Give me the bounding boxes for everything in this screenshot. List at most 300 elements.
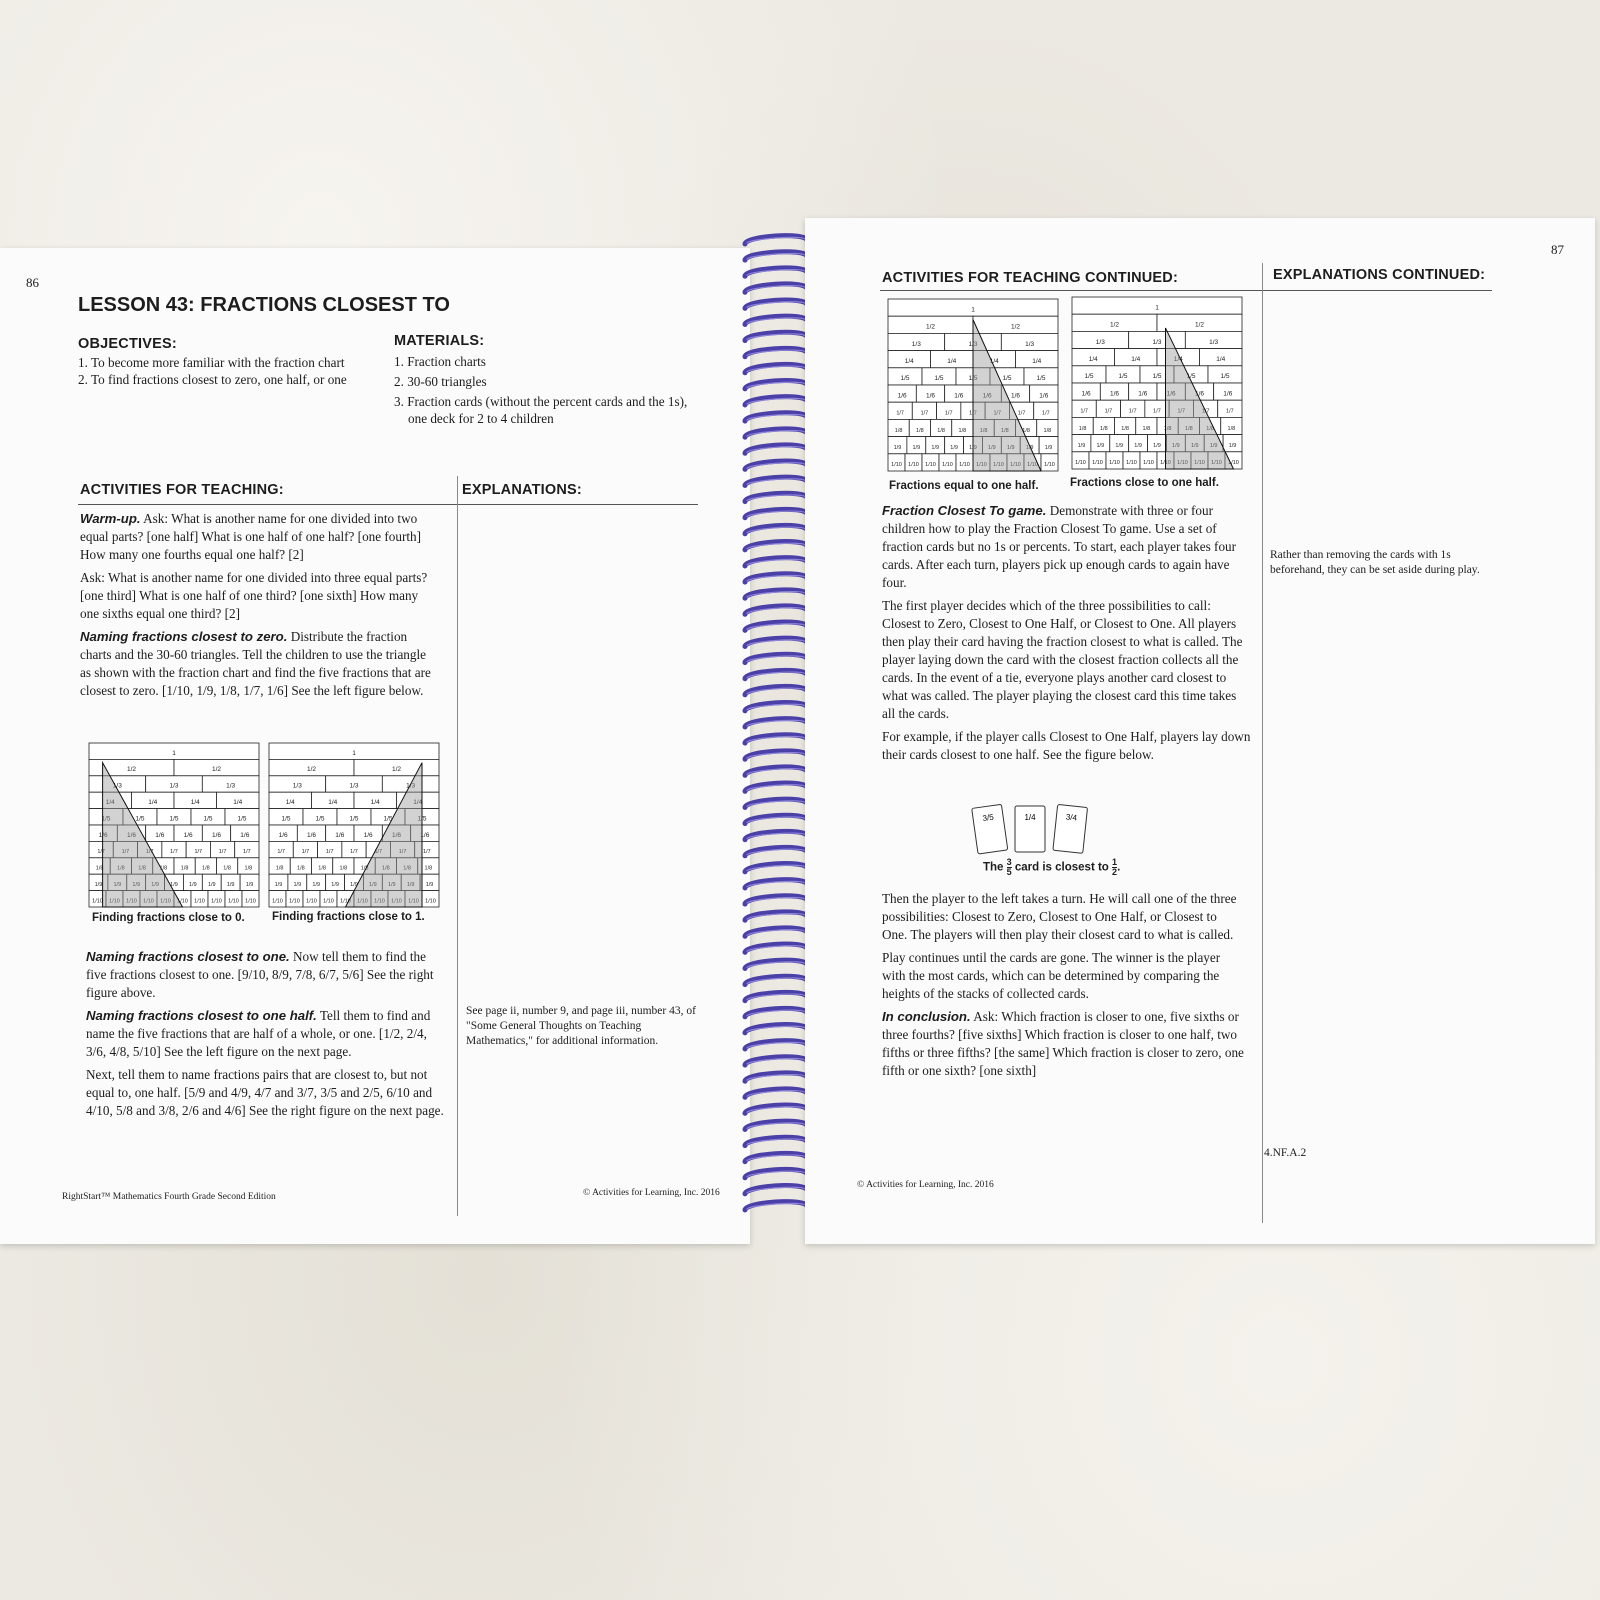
fraction-cell-label: 1/3	[406, 782, 416, 790]
fraction-cell-label: 1/7	[277, 849, 285, 856]
fraction-cell-label: 1/5	[203, 815, 213, 823]
fraction-cell-label: 1/7	[121, 849, 130, 856]
fraction-cell-label: 1/9	[969, 444, 977, 451]
footer-copyright: © Activities for Learning, Inc. 2016	[857, 1180, 994, 1190]
fraction-cell-label: 1/8	[1043, 427, 1052, 434]
fraction-cell-label: 1/2	[306, 766, 317, 774]
fraction-cell-label: 1	[971, 306, 975, 314]
fraction-cell-label: 1/6	[420, 831, 430, 839]
fraction-cell-label: 1/4	[328, 799, 338, 807]
fraction-cell-label: 1/7	[301, 849, 310, 856]
fraction-cell-label: 1/10	[993, 462, 1004, 469]
cards-caption-pre: The	[983, 861, 1004, 874]
fraction-cell-label: 1/8	[95, 865, 104, 872]
fraction-cell-label: 1/9	[425, 882, 434, 889]
fraction-cell-label: 1/5	[169, 815, 179, 823]
card-value: 3/4	[1065, 812, 1078, 823]
fraction-cell-label: 1/8	[1185, 425, 1193, 432]
warmup-label: Warm-up.	[80, 511, 141, 526]
fraction-cell-label: 1/5	[934, 375, 944, 383]
fraction-cell-label: 1/9	[369, 882, 377, 889]
warmup-paragraph	[80, 510, 440, 564]
fraction-cell-label: 1/10	[891, 462, 902, 469]
fraction-cell-label: 1/10	[425, 898, 436, 905]
fraction-cell-label: 1/6	[897, 392, 907, 400]
fraction-cell-label: 1/9	[170, 882, 178, 889]
one-label: Naming fractions closest to one.	[86, 949, 290, 964]
fraction-cell-label: 1/7	[969, 410, 977, 417]
fraction-cell-label: 1/4	[1032, 357, 1042, 365]
fraction-cell-label: 1/10	[1075, 460, 1086, 467]
fraction-cell-label: 1/10	[177, 898, 188, 905]
fraction-cell-label: 1/8	[180, 865, 189, 872]
explanation-note: See page ii, number 9, and page iii, number 43, of "Some General Thoughts on Teaching Mathematics," for additional information.	[466, 1005, 696, 1047]
fraction-cell-label: 1/10	[959, 462, 970, 469]
fraction-cell-label: 1/6	[335, 831, 345, 839]
fraction-card	[972, 804, 1008, 854]
fraction-cell-label: 1/6	[954, 392, 964, 400]
fraction-cell-label: 1/9	[1115, 442, 1124, 449]
fraction-cell-label: 1/10	[272, 898, 283, 905]
fraction-cell-label: 1/6	[1194, 390, 1205, 398]
fraction-cell-label: 1/9	[293, 882, 302, 889]
fraction-cell-label: 1/6	[1109, 390, 1120, 398]
fraction-cell-label: 1/6	[211, 831, 222, 839]
fraction-cell-label: 1/4	[1173, 355, 1183, 363]
fraction-cell-label: 1/9	[94, 882, 103, 889]
fraction-cell-label: 1/6	[982, 392, 992, 400]
fraction-cell-label: 1/4	[904, 357, 914, 365]
fraction-cell-label: 1/10	[211, 898, 222, 905]
fraction-cell-label: 1/8	[979, 427, 988, 434]
right-page	[805, 218, 1595, 1244]
fraction-cell-label: 1/3	[1152, 338, 1162, 346]
fraction-cell-label: 1/3	[292, 782, 302, 790]
fraction-cell-label: 1/5	[315, 815, 325, 823]
fraction-cell-label: 1/5	[968, 375, 978, 383]
material-item: 3. Fraction cards (without the percent cards and the 1s), one deck for 2 to 4 children	[394, 394, 688, 426]
explanations-heading: EXPLANATIONS:	[462, 482, 582, 498]
fraction-chart-close-to-zero	[88, 742, 260, 914]
page-number: 87	[1551, 242, 1564, 257]
fraction-cell-label: 1/6	[391, 831, 402, 839]
fraction-cell-label: 1/9	[1209, 442, 1218, 449]
objective-item: 2. To find fractions closest to zero, one half, or one	[78, 372, 347, 387]
fraction-cell-label: 1/10	[391, 898, 402, 905]
fraction-cell-label: 1/7	[350, 849, 358, 856]
fraction-cell-label: 1/10	[1092, 460, 1103, 467]
materials-list	[394, 353, 694, 427]
fraction-cell-label: 1/10	[160, 898, 171, 905]
fraction-cell-label: 1/9	[312, 882, 321, 889]
fraction-cell-label: 1/7	[374, 849, 383, 856]
fraction-cell-label: 1/4	[233, 799, 243, 807]
left-page	[0, 248, 750, 1244]
fraction-cell-label: 1/7	[1080, 408, 1088, 415]
fraction-cell-label: 1/7	[194, 849, 203, 856]
pairs-paragraph: Next, tell them to name fractions pairs that are closest to, but not equal to, one half. [5/9 and 4/9, 4/7 and 3/7, 3/5 and 2/5, 6/10 and 4/10, 5/8 and 3/8, 2/6 and 4/6] See the right figure on the next page.	[86, 1067, 444, 1118]
section-rule	[880, 290, 1492, 291]
figure-caption-left: Finding fractions close to 0.	[92, 912, 245, 924]
fraction-cell-label: 1/2	[211, 766, 222, 774]
fraction-cell-label: 1	[1155, 304, 1159, 312]
fraction-cell-label: 1/8	[1022, 427, 1030, 434]
half-label: Naming fractions closest to one half.	[86, 1008, 317, 1023]
footer-copyright: © Activities for Learning, Inc. 2016	[583, 1188, 720, 1198]
fraction-cell-label: 1/10	[323, 898, 334, 905]
fraction-cell-label: 1/9	[1006, 444, 1015, 451]
fraction-cell-label: 1/7	[243, 849, 251, 856]
fraction-cell-label: 1/10	[1027, 462, 1038, 469]
zero-paragraph	[80, 628, 440, 700]
fraction-cell-label: 1/10	[408, 898, 419, 905]
fraction-cell-label: 1/6	[183, 831, 193, 839]
fraction-cell-label: 1/5	[1220, 373, 1230, 381]
half-paragraph	[86, 1007, 446, 1061]
fraction-cell-label: 1/7	[218, 849, 227, 856]
fraction-cell-label: 1/5	[1152, 373, 1162, 381]
fraction-cell-label: 1/9	[1096, 442, 1105, 449]
fraction-cell-label: 1/7	[325, 849, 334, 856]
fraction-cell-label: 1/3	[1095, 338, 1105, 346]
fraction-cell-label: 1/10	[1126, 460, 1137, 467]
fraction-cards-figure	[965, 800, 1105, 862]
fraction-cell-label: 1/6	[1138, 390, 1148, 398]
fraction-cell-label: 1/4	[190, 799, 200, 807]
fraction-cell-label: 1/10	[109, 898, 120, 905]
game-label: Fraction Closest To game.	[882, 503, 1047, 518]
fraction-cell-label: 1/10	[1143, 460, 1154, 467]
fraction-cell-label: 1/8	[1078, 425, 1087, 432]
fraction-cell-label: 1/7	[145, 849, 154, 856]
fraction-cell-label: 1/9	[1077, 442, 1086, 449]
fraction-cell-label: 1/10	[228, 898, 239, 905]
fraction-cell-label: 1/7	[920, 410, 929, 417]
fraction-cell-label: 1/4	[1216, 355, 1226, 363]
fraction-cell-label: 1/6	[306, 831, 317, 839]
fraction-cell-label: 1/6	[1223, 390, 1233, 398]
fraction-cell-label: 1/9	[1172, 442, 1180, 449]
game-paragraph	[882, 502, 1252, 592]
fraction-cell-label: 1/6	[1039, 392, 1049, 400]
activities-heading: ACTIVITIES FOR TEACHING:	[80, 482, 284, 498]
objective-item: 1. To become more familiar with the fraction chart	[78, 355, 345, 370]
fraction-cell-label: 1/6	[925, 392, 936, 400]
fraction-cell-label: 1/7	[944, 410, 953, 417]
fraction-cell-label: 1/9	[350, 882, 358, 889]
rules-paragraph: The first player decides which of the three possibilities to call: Closest to Zero, Closest to One Half, or Closest to One. All players then play their card having the fraction closest to what is called. The player laying down the card with the closest fraction collects all the cards. In the event of a tie, everyone plays another card closest to what was called. The player playing the closest card this time takes all the cards.	[882, 598, 1243, 721]
fraction-cell-label: 1/10	[908, 462, 919, 469]
conclusion-label: In conclusion.	[882, 1009, 971, 1024]
fraction-cell-label: 1/3	[1209, 338, 1219, 346]
fraction-cell-label: 1/9	[132, 882, 141, 889]
activities-column	[882, 502, 1252, 769]
column-divider	[457, 476, 458, 1216]
fraction-cell-label: 1/4	[148, 799, 158, 807]
fraction-cell-label: 1/3	[911, 340, 921, 348]
fraction-cell-label: 1/8	[916, 427, 924, 434]
fraction-cell-label: 1/9	[893, 444, 902, 451]
fraction-cell-label: 1/8	[275, 865, 284, 872]
fraction-cell-label: 1/9	[274, 882, 283, 889]
fraction-cell-label: 1/8	[382, 865, 390, 872]
fraction-cell-label: 1/4	[105, 799, 115, 807]
fraction-cell-label: 1/4	[989, 357, 999, 365]
fraction-cell-label: 1/8	[937, 427, 945, 434]
fraction-cell-label: 1/9	[1190, 442, 1199, 449]
fraction-cell-label: 1/5	[417, 815, 427, 823]
turn-paragraph: Then the player to the left takes a turn. He will call one of the three possibilities: Closest to Zero, Closest to One Half, or Closest to One. The players will then play their closest card to what is called.	[882, 891, 1237, 942]
fraction-cell-label: 1/7	[896, 410, 904, 417]
fraction-cell-label: 1/9	[226, 882, 235, 889]
figure-caption-left: Fractions equal to one half.	[889, 480, 1039, 492]
fraction-cell-label: 1/9	[1134, 442, 1142, 449]
fraction-3-5: $\frac{3}{5}$	[1006, 857, 1012, 877]
fraction-cell-label: 1/9	[912, 444, 921, 451]
fraction-cell-label: 1/10	[245, 898, 256, 905]
fraction-cell-label: 1/8	[424, 865, 433, 872]
fraction-chart-equal-one-half	[887, 298, 1059, 478]
fraction-cell-label: 1/8	[1100, 425, 1108, 432]
fraction-cell-label: 1/6	[240, 831, 250, 839]
fraction-cell-label: 1/10	[357, 898, 368, 905]
fraction-cell-label: 1/3	[968, 340, 978, 348]
fraction-cell-label: 1/8	[403, 865, 411, 872]
fraction-cell-label: 1/8	[1163, 425, 1172, 432]
column-divider	[1262, 263, 1263, 1223]
fraction-cell-label: 1/9	[950, 444, 958, 451]
fraction-cell-label: 1/7	[1104, 408, 1113, 415]
fraction-cell-label: 1/5	[349, 815, 359, 823]
fraction-cell-label: 1/5	[101, 815, 111, 823]
fraction-cell-label: 1/9	[151, 882, 159, 889]
cards-caption	[983, 858, 1120, 877]
fraction-cell-label: 1/10	[1211, 460, 1222, 467]
figure-caption-right: Finding fractions close to 1.	[272, 911, 425, 923]
fraction-chart-close-one-half	[1071, 296, 1243, 476]
fraction-cell-label: 1/9	[387, 882, 396, 889]
activities-column-continued	[86, 948, 446, 1125]
fraction-cell-label: 1/10	[340, 898, 351, 905]
fraction-cell-label: 1/10	[306, 898, 317, 905]
fraction-cell-label: 1/4	[413, 799, 423, 807]
explanations-continued-heading: EXPLANATIONS CONTINUED:	[1273, 267, 1486, 283]
objectives-list	[78, 354, 358, 388]
fraction-cell-label: 1/9	[113, 882, 122, 889]
fraction-cell-label: 1/7	[398, 849, 407, 856]
material-item: 1. Fraction charts	[394, 354, 486, 369]
fraction-cell-label: 1/5	[383, 815, 393, 823]
fraction-cell-label: 1/8	[894, 427, 903, 434]
fraction-cell-label: 1/10	[194, 898, 205, 905]
card-face	[972, 804, 1008, 854]
fraction-cell-label: 1/7	[1226, 408, 1234, 415]
fraction-cell-label: 1/6	[1010, 392, 1021, 400]
spiral-binding	[735, 228, 815, 1218]
fraction-cell-label: 1/5	[135, 815, 145, 823]
fraction-cell-label: 1/3	[169, 782, 179, 790]
fraction-cell-label: 1/8	[159, 865, 168, 872]
fraction-cell-label: 1/2	[925, 323, 936, 331]
fraction-card	[1053, 804, 1088, 853]
fraction-cell-label: 1/10	[1177, 460, 1188, 467]
fraction-cell-label: 1/9	[988, 444, 996, 451]
fraction-cell-label: 1/10	[1194, 460, 1205, 467]
fraction-cell-label: 1/8	[138, 865, 146, 872]
fraction-cell-label: 1/6	[1166, 390, 1176, 398]
fraction-cell-label: 1/3	[226, 782, 236, 790]
fraction-cell-label: 1/6	[155, 831, 165, 839]
fraction-cell-label: 1/8	[1227, 425, 1236, 432]
fraction-cell-label: 1/9	[1044, 444, 1053, 451]
figure-caption-right: Fractions close to one half.	[1070, 477, 1219, 489]
fraction-cell-label: 1/9	[1153, 442, 1161, 449]
fraction-cell-label: 1/10	[374, 898, 385, 905]
footer-edition: RightStart™ Mathematics Fourth Grade Second Edition	[62, 1192, 276, 1202]
fraction-cell-label: 1/6	[278, 831, 288, 839]
fraction-cell-label: 1	[172, 749, 176, 757]
fraction-cell-label: 1/4	[947, 357, 957, 365]
fraction-cell-label: 1/10	[126, 898, 137, 905]
section-rule	[78, 504, 698, 505]
half-text: Tell them to find and name the five fractions that are half of a whole, or one. [1/2, 2/4, 3/6, 4/8, 5/10] See the left figure on the next page.	[86, 1008, 431, 1059]
fraction-cell-label: 1/5	[1084, 373, 1094, 381]
fraction-cell-label: 1/8	[318, 865, 326, 872]
lesson-title: LESSON 43: FRACTIONS CLOSEST TO	[78, 294, 450, 316]
fraction-cell-label: 1/7	[1201, 408, 1210, 415]
fraction-card	[1015, 806, 1045, 852]
example-paragraph: For example, if the player calls Closest to One Half, players lay down their cards closest to one half. See the figure below.	[882, 729, 1251, 762]
fraction-cell-label: 1/3	[1025, 340, 1035, 348]
card-value: 3/5	[981, 812, 995, 824]
activities-continued-heading: ACTIVITIES FOR TEACHING CONTINUED:	[882, 270, 1178, 286]
fraction-cell-label: 1/7	[97, 849, 105, 856]
zero-text: Distribute the fraction charts and the 30-60 triangles. Tell the children to use the triangle as shown with the fraction chart and find the five fractions that are closest to zero. [1/10, 1/9, 1/8, 1/7, 1/6] See the left figure below.	[80, 629, 431, 698]
card-face	[1053, 804, 1088, 853]
fraction-cell-label: 1/8	[1206, 425, 1214, 432]
card-value: 1/4	[1024, 813, 1036, 822]
fraction-cell-label: 1/9	[931, 444, 940, 451]
fraction-cell-label: 1/6	[126, 831, 137, 839]
fraction-cell-label: 1/9	[189, 882, 197, 889]
one-text: Now tell them to find the five fractions closest to one. [9/10, 8/9, 7/8, 6/7, 5/6] See the right figure above.	[86, 949, 434, 1000]
fraction-cell-label: 1/10	[1228, 460, 1239, 467]
fraction-cell-label: 1/4	[285, 799, 295, 807]
explanation-note: Rather than removing the cards with 1s beforehand, they can be set aside during play.	[1270, 549, 1480, 576]
standard-code: 4.NF.A.2	[1264, 1147, 1307, 1159]
fraction-cell-label: 1/10	[1109, 460, 1120, 467]
fraction-cell-label: 1/7	[993, 410, 1002, 417]
conclusion-paragraph	[882, 1008, 1244, 1080]
fraction-cell-label: 1/6	[363, 831, 373, 839]
fraction-chart-close-to-one	[268, 742, 440, 914]
fraction-cell-label: 1/9	[1025, 444, 1034, 451]
one-paragraph	[86, 948, 446, 1002]
conclusion-text: Ask: Which fraction is closer to one, five sixths or three fourths? [five sixths] Which fraction is closer to one half, two fifths or three fifths? [the same] Which fraction is closer to zero, one fifth or one sixth? [one sixth]	[882, 1009, 1244, 1078]
fraction-1-2: $\frac{1}{2}$	[1112, 857, 1118, 877]
fraction-cell-label: 1/8	[1121, 425, 1129, 432]
fraction-cell-label: 1/8	[1001, 427, 1009, 434]
materials-heading: MATERIALS:	[394, 333, 485, 349]
fraction-cell-label: 1/5	[1186, 373, 1196, 381]
objectives-heading: OBJECTIVES:	[78, 336, 177, 352]
fraction-cell-label: 1/2	[391, 766, 402, 774]
fraction-cell-label: 1/2	[126, 766, 137, 774]
fraction-cell-label: 1/9	[207, 882, 216, 889]
fraction-cell-label: 1/5	[1002, 375, 1012, 383]
fraction-cell-label: 1/4	[1088, 355, 1098, 363]
fraction-cell-label: 1/7	[170, 849, 178, 856]
fraction-cell-label: 1/8	[223, 865, 231, 872]
fraction-cell-label: 1/5	[1036, 375, 1046, 383]
fraction-cell-label: 1/6	[1081, 390, 1091, 398]
activities-column	[80, 510, 440, 705]
fraction-cell-label: 1/8	[297, 865, 305, 872]
fraction-cell-label: 1/10	[289, 898, 300, 905]
fraction-cell-label: 1/7	[1042, 410, 1050, 417]
fraction-cell-label: 1/10	[1160, 460, 1171, 467]
activities-column-continued	[882, 890, 1244, 1085]
fraction-cell-label: 1/8	[339, 865, 348, 872]
fraction-cell-label: 1/4	[370, 799, 380, 807]
fraction-cell-label: 1/9	[331, 882, 339, 889]
fraction-cell-label: 1/2	[1010, 323, 1021, 331]
fraction-cell-label: 1/4	[1131, 355, 1141, 363]
fraction-cell-label: 1/8	[117, 865, 125, 872]
fraction-cell-label: 1/10	[1044, 462, 1055, 469]
fraction-cell-label: 1/8	[360, 865, 369, 872]
fraction-cell-label: 1/7	[1017, 410, 1026, 417]
fraction-cell-label: 1/8	[1142, 425, 1151, 432]
fraction-cell-label: 1/10	[925, 462, 936, 469]
fraction-cell-label: 1/7	[1177, 408, 1186, 415]
game-text: Demonstrate with three or four children how to play the Fraction Closest To game. Use a set of fraction cards but no 1s or percents. To start, each player takes four cards. After each turn, players pick up enough cards to again have four.	[882, 503, 1237, 590]
fraction-cell-label: 1/2	[1194, 321, 1205, 329]
fraction-cell-label: 1/9	[245, 882, 254, 889]
fraction-cell-label: 1/7	[1128, 408, 1137, 415]
fraction-cell-label: 1/5	[900, 375, 910, 383]
fraction-cell-label: 1/3	[112, 782, 122, 790]
material-item: 2. 30-60 triangles	[394, 374, 487, 389]
fraction-cell-label: 1	[352, 749, 356, 757]
zero-label: Naming fractions closest to zero.	[80, 629, 288, 644]
cards-caption-mid: card is closest to	[1014, 861, 1109, 874]
fraction-cell-label: 1/5	[1118, 373, 1128, 381]
continue-paragraph: Play continues until the cards are gone. The winner is the player with the most cards, which can be determined by comparing the heights of the stacks of collected cards.	[882, 950, 1221, 1001]
fraction-cell-label: 1/8	[244, 865, 253, 872]
cards-caption-end: .	[1117, 861, 1121, 874]
fraction-cell-label: 1/9	[406, 882, 415, 889]
fraction-cell-label: 1/3	[349, 782, 359, 790]
fraction-cell-label: 1/10	[976, 462, 987, 469]
fraction-cell-label: 1/5	[281, 815, 291, 823]
page-number: 86	[26, 275, 39, 290]
fraction-cell-label: 1/10	[942, 462, 953, 469]
fraction-cell-label: 1/10	[92, 898, 103, 905]
fraction-cell-label: 1/6	[98, 831, 108, 839]
warmup-paragraph-2: Ask: What is another name for one divided into three equal parts? [one third] What is one half of one third? [one sixth] How many one sixths equal one third? [2]	[80, 570, 428, 621]
fraction-cell-label: 1/7	[423, 849, 431, 856]
fraction-cell-label: 1/5	[237, 815, 247, 823]
fraction-cell-label: 1/10	[1010, 462, 1021, 469]
fraction-cell-label: 1/10	[143, 898, 154, 905]
fraction-cell-label: 1/8	[958, 427, 967, 434]
fraction-cell-label: 1/7	[1153, 408, 1161, 415]
fraction-cell-label: 1/8	[202, 865, 210, 872]
fraction-cell-label: 1/2	[1109, 321, 1120, 329]
fraction-cell-label: 1/9	[1228, 442, 1237, 449]
warmup-text: Ask: What is another name for one divided into two equal parts? [one half] What is one half of one half? [one fourth] How many one fourths equal one half? [2]	[80, 511, 422, 562]
